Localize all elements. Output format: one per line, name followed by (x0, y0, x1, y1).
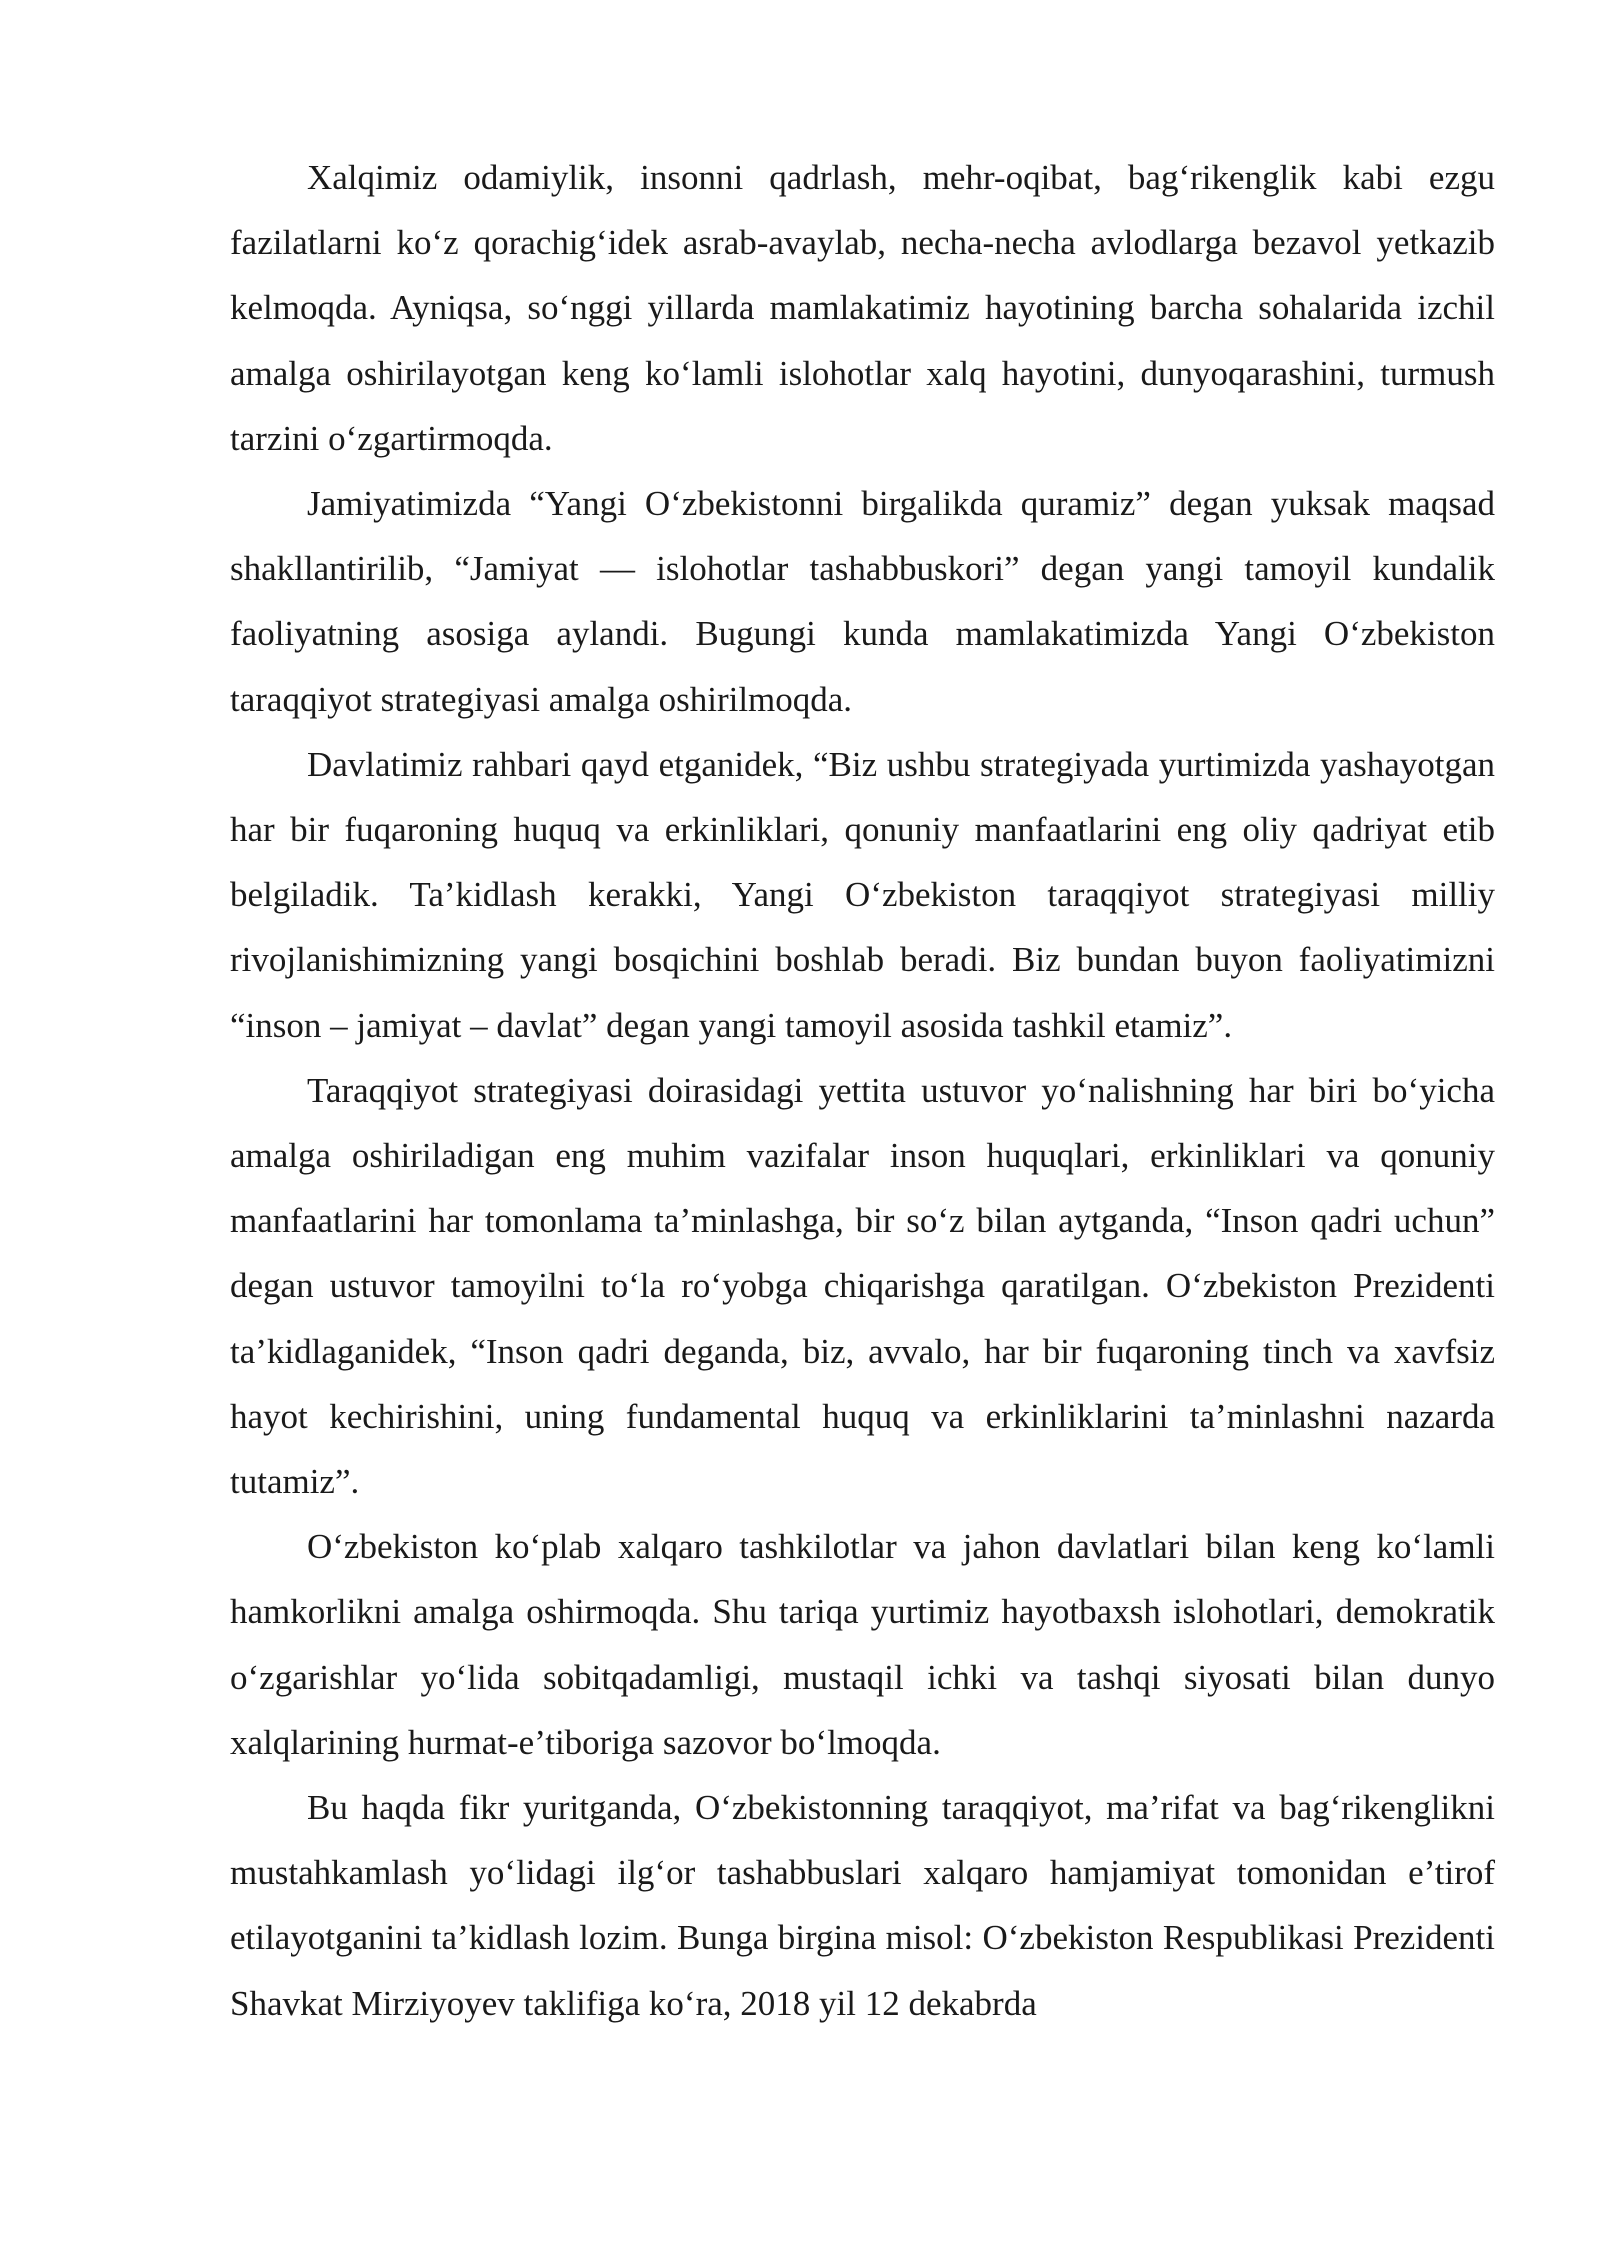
paragraph-6: Bu haqda fikr yuritganda, O‘zbekistonning taraqqiyot, ma’rifat va bag‘rikenglikni mustahkamlash yo‘lidagi ilg‘or tashabbuslari xalqaro hamjamiyat tomonidan e’tirof etilayotganini ta’kidlash lozim. Bunga birgina misol: O‘zbekiston Respublikasi Prezidenti Shavkat Mirziyoyev taklifiga ko‘ra, 2018 yil 12 dekabrda (230, 1788, 1495, 2023)
document-body (230, 145, 1495, 2036)
paragraph-5: O‘zbekiston ko‘plab xalqaro tashkilotlar va jahon davlatlari bilan keng ko‘lamli hamkorlikni amalga oshirmoqda. Shu tariqa yurtimiz hayotbaxsh islohotlari, demokratik o‘zgarishlar yo‘lida sobitqadamligi, mustaqil ichki va tashqi siyosati bilan dunyo xalqlarining hurmat-e’tiboriga sazovor bo‘lmoqda. (230, 1527, 1495, 1762)
paragraph-4: Taraqqiyot strategiyasi doirasidagi yettita ustuvor yo‘nalishning har biri bo‘yicha amalga oshiriladigan eng muhim vazifalar inson huquqlari, erkinliklari va qonuniy manfaatlarini har tomonlama ta’minlashga, bir so‘z bilan aytganda, “Inson qadri uchun” degan ustuvor tamoyilni to‘la ro‘yobga chiqarishga qaratilgan. O‘zbekiston Prezidenti ta’kidlaganidek, “Inson qadri deganda, biz, avvalo, har bir fuqaroning tinch va xavfsiz hayot kechirishini, uning fundamental huquq va erkinliklarini ta’minlashni nazarda tutamiz”. (230, 1070, 1495, 1502)
paragraph-3: Davlatimiz rahbari qayd etganidek, “Biz ushbu strategiyada yurtimizda yashayotgan har bir fuqaroning huquq va erkinliklari, qonuniy manfaatlarini eng oliy qadriyat etib belgiladik. Ta’kidlash kerakki, Yangi O‘zbekiston taraqqiyot strategiyasi milliy rivojlanishimizning yangi bosqichini boshlab beradi. Biz bundan buyon faoliyatimizni “inson – jamiyat – davlat” degan yangi tamoyil asosida tashkil etamiz”. (230, 744, 1495, 1045)
paragraph-2: Jamiyatimizda “Yangi O‘zbekistonni birgalikda quramiz” degan yuksak maqsad shakllantirilib, “Jamiyat — islohotlar tashabbuskori” degan yangi tamoyil kundalik faoliyatning asosiga aylandi. Bugungi kunda mamlakatimizda Yangi O‘zbekiston taraqqiyot strategiyasi amalga oshirilmoqda. (230, 484, 1495, 719)
paragraph-1: Xalqimiz odamiylik, insonni qadrlash, mehr-oqibat, bag‘rikenglik kabi ezgu fazilatlarni ko‘z qorachig‘idek asrab-avaylab, necha-necha avlodlarga bezavol yetkazib kelmoqda. Ayniqsa, so‘nggi yillarda mamlakatimiz hayotining barcha sohalarida izchil amalga oshirilayotgan keng ko‘lamli islohotlar xalq hayotini, dunyoqarashini, turmush tarzini o‘zgartirmoqda. (230, 158, 1495, 458)
